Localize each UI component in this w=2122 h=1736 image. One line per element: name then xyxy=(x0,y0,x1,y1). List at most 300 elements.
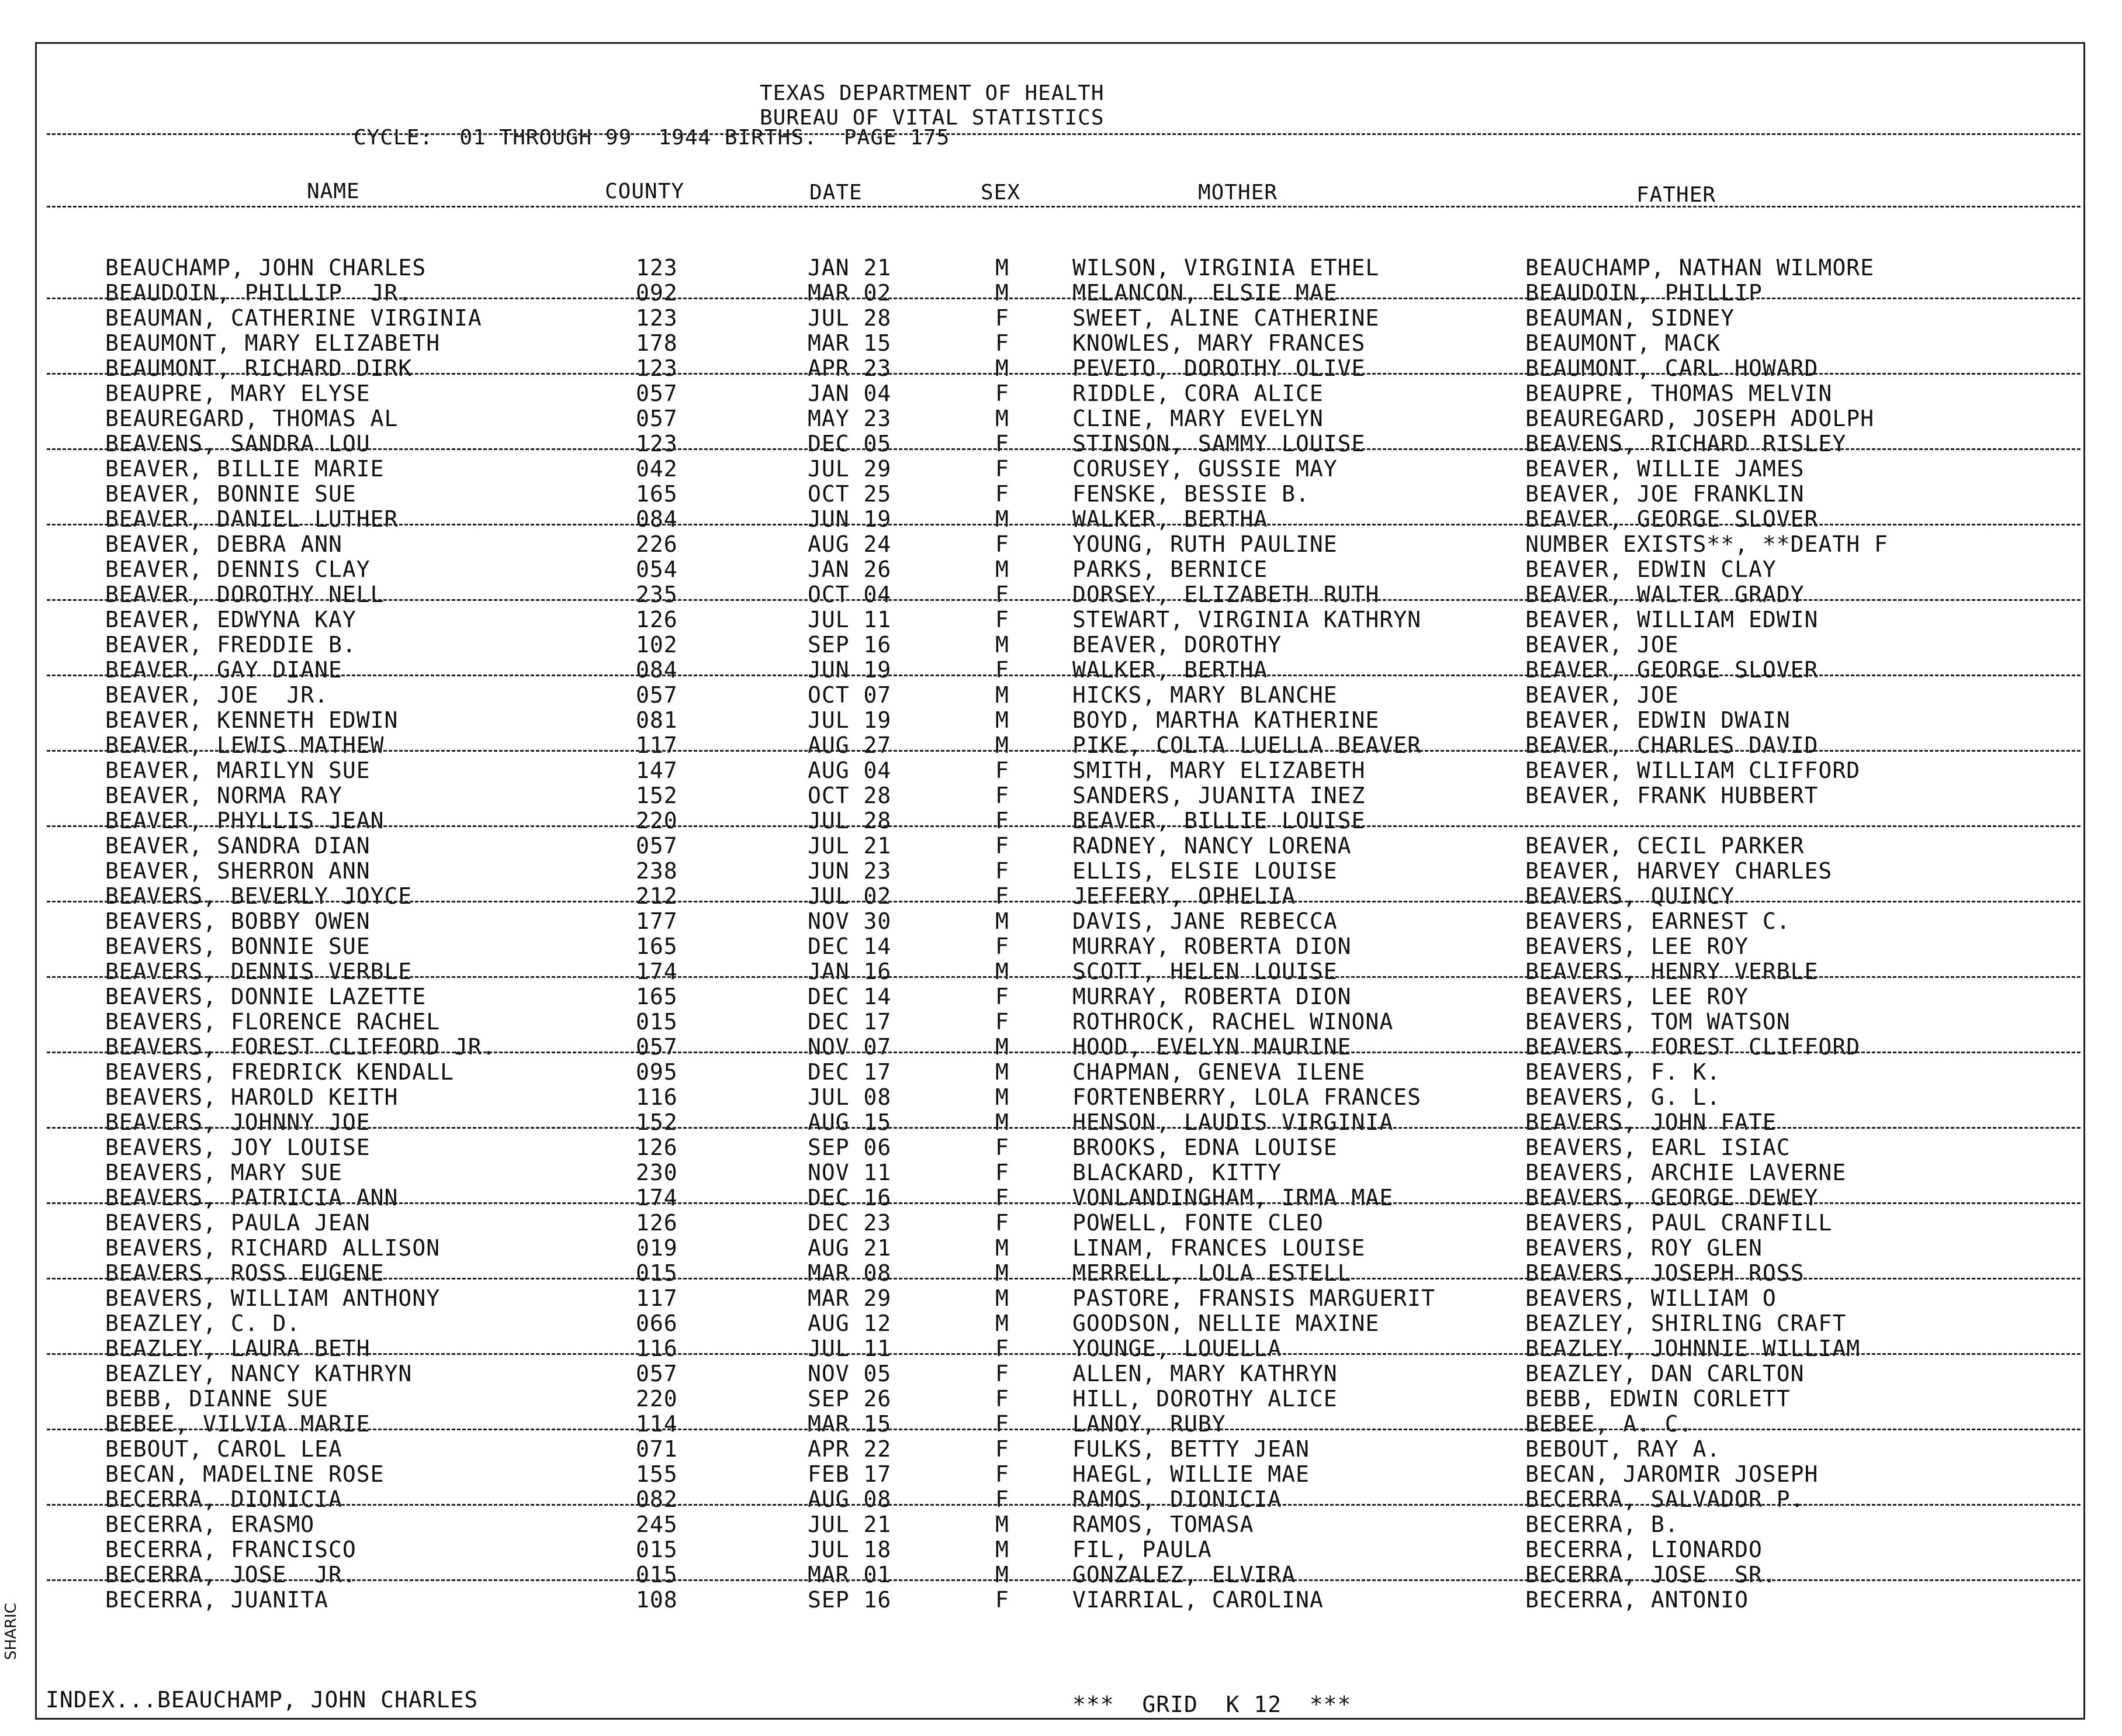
record-county: 015 xyxy=(636,1562,678,1588)
record-mother: CHAPMAN, GENEVA ILENE xyxy=(1072,1059,1366,1085)
record-date: MAR 15 xyxy=(808,1411,892,1437)
record-name: BEAVERS, FREDRICK KENDALL xyxy=(105,1059,454,1085)
record-father: BEAVER, EDWIN CLAY xyxy=(1525,556,1777,582)
record-name: BEAVER, BONNIE SUE xyxy=(105,481,356,507)
row-separator xyxy=(47,448,2081,450)
record-sex: M xyxy=(995,1235,1009,1261)
record-father: BEAZLEY, SHIRLING CRAFT xyxy=(1525,1310,1847,1336)
record-mother: RADNEY, NANCY LORENA xyxy=(1072,833,1352,859)
record-mother: WALKER, BERTHA xyxy=(1072,657,1268,683)
record-father: BEAVER, WILLIE JAMES xyxy=(1525,456,1805,482)
record-name: BEAVERS, BEVERLY JOYCE xyxy=(105,883,413,909)
record-mother: LINAM, FRANCES LOUISE xyxy=(1072,1235,1366,1261)
record-name: BEBOUT, CAROL LEA xyxy=(105,1436,342,1462)
record-mother: PASTORE, FRANSIS MARGUERIT xyxy=(1072,1285,1435,1311)
record-county: 054 xyxy=(636,556,678,582)
record-mother: WALKER, BERTHA xyxy=(1072,506,1268,532)
record-county: 178 xyxy=(636,330,678,356)
record-sex: M xyxy=(995,406,1009,431)
record-father: BECERRA, LIONARDO xyxy=(1525,1537,1763,1562)
column-header-mother: MOTHER xyxy=(1198,181,1278,205)
record-sex: F xyxy=(995,1160,1009,1185)
record-county: 177 xyxy=(636,908,678,934)
record-county: 102 xyxy=(636,632,678,658)
record-county: 165 xyxy=(636,933,678,959)
record-father: BEBB, EDWIN CORLETT xyxy=(1525,1386,1791,1412)
record-date: OCT 04 xyxy=(808,582,892,607)
record-date: APR 23 xyxy=(808,355,892,381)
record-county: 117 xyxy=(636,732,678,758)
record-date: DEC 05 xyxy=(808,431,892,457)
record-father: BEBEE, A. C. xyxy=(1525,1411,1693,1437)
record-sex: M xyxy=(995,1059,1009,1085)
record-county: 123 xyxy=(636,355,678,381)
record-sex: M xyxy=(995,1310,1009,1336)
record-father: BEAVERS, JOSEPH ROSS xyxy=(1525,1260,1805,1286)
record-name: BEAVERS, WILLIAM ANTHONY xyxy=(105,1285,441,1311)
record-sex: F xyxy=(995,456,1009,482)
record-sex: M xyxy=(995,556,1009,582)
record-sex: F xyxy=(995,984,1009,1009)
record-name: BEBB, DIANNE SUE xyxy=(105,1386,329,1412)
record-mother: ELLIS, ELSIE LOUISE xyxy=(1072,858,1338,884)
record-name: BEAVER, SANDRA DIAN xyxy=(105,833,371,859)
column-header-rule xyxy=(47,206,2081,208)
record-county: 245 xyxy=(636,1512,678,1537)
record-date: OCT 25 xyxy=(808,481,892,507)
record-date: JAN 26 xyxy=(808,556,892,582)
record-mother: MELANCON, ELSIE MAE xyxy=(1072,280,1338,306)
record-mother: POWELL, FONTE CLEO xyxy=(1072,1210,1324,1236)
record-name: BEAVERS, RICHARD ALLISON xyxy=(105,1235,441,1261)
record-sex: F xyxy=(995,858,1009,884)
record-sex: M xyxy=(995,1260,1009,1286)
record-date: JAN 04 xyxy=(808,381,892,406)
row-separator xyxy=(47,976,2081,978)
record-county: 235 xyxy=(636,582,678,607)
record-sex: F xyxy=(995,1411,1009,1437)
record-sex: M xyxy=(995,1512,1009,1537)
record-sex: F xyxy=(995,431,1009,457)
record-sex: M xyxy=(995,908,1009,934)
record-mother: VONLANDINGHAM, IRMA MAE xyxy=(1072,1185,1394,1211)
row-separator xyxy=(47,901,2081,902)
record-county: 057 xyxy=(636,833,678,859)
record-sex: F xyxy=(995,305,1009,331)
record-county: 015 xyxy=(636,1537,678,1562)
record-name: BEAVERS, FOREST CLIFFORD JR. xyxy=(105,1034,496,1060)
title-department: TEXAS DEPARTMENT OF HEALTH xyxy=(760,81,1105,105)
record-name: BEAVERS, MARY SUE xyxy=(105,1160,342,1185)
record-date: MAY 23 xyxy=(808,406,892,431)
record-county: 084 xyxy=(636,506,678,532)
record-father: BECAN, JAROMIR JOSEPH xyxy=(1525,1461,1819,1487)
record-sex: M xyxy=(995,280,1009,306)
record-name: BEAVERS, FLORENCE RACHEL xyxy=(105,1009,441,1035)
record-father: BEAVERS, LEE ROY xyxy=(1525,933,1749,959)
record-county: 057 xyxy=(636,381,678,406)
record-county: 015 xyxy=(636,1260,678,1286)
record-date: DEC 23 xyxy=(808,1210,892,1236)
record-mother: CORUSEY, GUSSIE MAY xyxy=(1072,456,1338,482)
record-father: BEAVER, EDWIN DWAIN xyxy=(1525,707,1791,733)
record-date: AUG 24 xyxy=(808,531,892,557)
side-mark: SHARIC xyxy=(2,1603,20,1660)
record-date: NOV 05 xyxy=(808,1361,892,1386)
record-mother: HILL, DOROTHY ALICE xyxy=(1072,1386,1338,1412)
record-county: 152 xyxy=(636,1109,678,1135)
record-county: 226 xyxy=(636,531,678,557)
record-mother: ROTHROCK, RACHEL WINONA xyxy=(1072,1009,1394,1035)
record-sex: M xyxy=(995,1084,1009,1110)
title-bureau: BUREAU OF VITAL STATISTICS xyxy=(760,106,1105,130)
record-father: BEAUMONT, MACK xyxy=(1525,330,1721,356)
record-date: DEC 16 xyxy=(808,1185,892,1211)
record-name: BEAVERS, PAULA JEAN xyxy=(105,1210,371,1236)
record-county: 108 xyxy=(636,1587,678,1613)
record-date: JUL 18 xyxy=(808,1537,892,1562)
record-father: BEAVERS, LEE ROY xyxy=(1525,984,1749,1009)
record-mother: PARKS, BERNICE xyxy=(1072,556,1268,582)
record-father: BEAVERS, F. K. xyxy=(1525,1059,1721,1085)
record-name: BEAVER, JOE JR. xyxy=(105,682,329,708)
record-sex: M xyxy=(995,632,1009,658)
record-county: 152 xyxy=(636,783,678,808)
record-father: BEAZLEY, DAN CARLTON xyxy=(1525,1361,1805,1386)
record-father: BEAVER, FRANK HUBBERT xyxy=(1525,783,1819,808)
row-separator xyxy=(47,1579,2081,1581)
record-father: BEAVER, WILLIAM EDWIN xyxy=(1525,607,1819,632)
record-mother: YOUNGE, LOUELLA xyxy=(1072,1336,1282,1361)
record-name: BEAVERS, HAROLD KEITH xyxy=(105,1084,399,1110)
record-father: BEAVERS, JOHN FATE xyxy=(1525,1109,1777,1135)
record-father: BEAVER, CHARLES DAVID xyxy=(1525,732,1819,758)
record-county: 220 xyxy=(636,808,678,834)
record-name: BEAVER, FREDDIE B. xyxy=(105,632,356,658)
record-date: JUL 21 xyxy=(808,1512,892,1537)
row-separator xyxy=(47,1504,2081,1506)
record-mother: SWEET, ALINE CATHERINE xyxy=(1072,305,1380,331)
record-mother: STINSON, SAMMY LOUISE xyxy=(1072,431,1366,457)
row-separator xyxy=(47,1127,2081,1129)
record-county: 126 xyxy=(636,607,678,632)
record-county: 123 xyxy=(636,431,678,457)
record-father: BEAVERS, G. L. xyxy=(1525,1084,1721,1110)
record-mother: HAEGL, WILLIE MAE xyxy=(1072,1461,1310,1487)
record-county: 042 xyxy=(636,456,678,482)
record-name: BECERRA, JOSE JR. xyxy=(105,1562,356,1588)
record-name: BEAVER, LEWIS MATHEW xyxy=(105,732,385,758)
row-separator xyxy=(47,373,2081,375)
record-mother: FENSKE, BESSIE B. xyxy=(1072,481,1310,507)
record-sex: F xyxy=(995,833,1009,859)
record-father: BEAVER, HARVEY CHARLES xyxy=(1525,858,1833,884)
row-separator xyxy=(47,675,2081,676)
record-sex: M xyxy=(995,355,1009,381)
record-name: BECERRA, ERASMO xyxy=(105,1512,315,1537)
record-date: OCT 07 xyxy=(808,682,892,708)
record-county: 057 xyxy=(636,1361,678,1386)
record-sex: F xyxy=(995,758,1009,783)
record-date: MAR 15 xyxy=(808,330,892,356)
record-mother: JEFFERY, OPHELIA xyxy=(1072,883,1296,909)
record-date: FEB 17 xyxy=(808,1461,892,1487)
record-mother: HENSON, LAUDIS VIRGINIA xyxy=(1072,1109,1394,1135)
row-separator xyxy=(47,1202,2081,1204)
record-name: BEAUPRE, MARY ELYSE xyxy=(105,381,371,406)
record-mother: PIKE, COLTA LUELLA BEAVER xyxy=(1072,732,1421,758)
record-date: DEC 14 xyxy=(808,933,892,959)
record-mother: STEWART, VIRGINIA KATHRYN xyxy=(1072,607,1421,632)
row-separator xyxy=(47,1429,2081,1430)
record-date: AUG 08 xyxy=(808,1486,892,1512)
record-father: BEAVER, JOE xyxy=(1525,682,1679,708)
record-county: 082 xyxy=(636,1486,678,1512)
record-mother: BEAVER, DOROTHY xyxy=(1072,632,1282,658)
record-father: BEAVER, JOE xyxy=(1525,632,1679,658)
record-mother: BEAVER, BILLIE LOUISE xyxy=(1072,808,1366,834)
record-name: BEAVER, MARILYN SUE xyxy=(105,758,371,783)
row-separator xyxy=(47,1353,2081,1355)
record-county: 123 xyxy=(636,305,678,331)
record-name: BEAZLEY, NANCY KATHRYN xyxy=(105,1361,413,1386)
record-father: BEAZLEY, JOHNNIE WILLIAM xyxy=(1525,1336,1861,1361)
record-county: 057 xyxy=(636,1034,678,1060)
record-father: BEAVER, JOE FRANKLIN xyxy=(1525,481,1805,507)
record-sex: F xyxy=(995,783,1009,808)
record-name: BEAVER, SHERRON ANN xyxy=(105,858,371,884)
record-mother: DAVIS, JANE REBECCA xyxy=(1072,908,1338,934)
column-header-father: FATHER xyxy=(1636,183,1716,207)
record-father: BEAVER, GEORGE SLOVER xyxy=(1525,506,1819,532)
record-father: BEAUMAN, SIDNEY xyxy=(1525,305,1735,331)
record-mother: KNOWLES, MARY FRANCES xyxy=(1072,330,1366,356)
record-name: BEAVER, PHYLLIS JEAN xyxy=(105,808,385,834)
record-sex: M xyxy=(995,1034,1009,1060)
record-county: 116 xyxy=(636,1336,678,1361)
record-mother: MURRAY, ROBERTA DION xyxy=(1072,984,1352,1009)
record-father: BEAUPRE, THOMAS MELVIN xyxy=(1525,381,1833,406)
record-date: JUL 08 xyxy=(808,1084,892,1110)
record-name: BECERRA, JUANITA xyxy=(105,1587,329,1613)
record-date: JAN 21 xyxy=(808,255,892,281)
record-sex: F xyxy=(995,1361,1009,1386)
record-sex: M xyxy=(995,255,1009,281)
record-name: BEAUCHAMP, JOHN CHARLES xyxy=(105,255,427,281)
record-mother: LANOY, RUBY xyxy=(1072,1411,1226,1437)
record-name: BEAVERS, BONNIE SUE xyxy=(105,933,371,959)
record-county: 147 xyxy=(636,758,678,783)
record-mother: SCOTT, HELEN LOUISE xyxy=(1072,959,1338,984)
record-name: BEBEE, VILVIA MARIE xyxy=(105,1411,371,1437)
record-mother: VIARRIAL, CAROLINA xyxy=(1072,1587,1324,1613)
record-name: BEAZLEY, C. D. xyxy=(105,1310,301,1336)
record-mother: SANDERS, JUANITA INEZ xyxy=(1072,783,1366,808)
record-county: 174 xyxy=(636,959,678,984)
record-sex: F xyxy=(995,1185,1009,1211)
record-father: BECERRA, ANTONIO xyxy=(1525,1587,1749,1613)
record-mother: FULKS, BETTY JEAN xyxy=(1072,1436,1310,1462)
record-name: BEAVERS, ROSS EUGENE xyxy=(105,1260,385,1286)
record-county: 230 xyxy=(636,1160,678,1185)
record-mother: FIL, PAULA xyxy=(1072,1537,1212,1562)
record-father: BEAVERS, EARL ISIAC xyxy=(1525,1135,1791,1160)
record-county: 220 xyxy=(636,1386,678,1412)
record-county: 238 xyxy=(636,858,678,884)
record-sex: M xyxy=(995,707,1009,733)
record-name: BEAVERS, DONNIE LAZETTE xyxy=(105,984,427,1009)
record-county: 116 xyxy=(636,1084,678,1110)
record-date: DEC 14 xyxy=(808,984,892,1009)
record-date: JUL 11 xyxy=(808,607,892,632)
record-sex: F xyxy=(995,808,1009,834)
row-separator xyxy=(47,524,2081,525)
record-sex: F xyxy=(995,1336,1009,1361)
record-father: BEAVERS, ARCHIE LAVERNE xyxy=(1525,1160,1847,1185)
record-sex: M xyxy=(995,732,1009,758)
record-father: BECERRA, B. xyxy=(1525,1512,1679,1537)
column-header-date: DATE xyxy=(809,181,863,205)
record-father: BEAVERS, TOM WATSON xyxy=(1525,1009,1791,1035)
record-date: JUL 02 xyxy=(808,883,892,909)
record-father: BEAVER, GEORGE SLOVER xyxy=(1525,657,1819,683)
record-date: DEC 17 xyxy=(808,1059,892,1085)
record-name: BEAVERS, PATRICIA ANN xyxy=(105,1185,399,1211)
record-mother: ALLEN, MARY KATHRYN xyxy=(1072,1361,1338,1386)
record-mother: FORTENBERRY, LOLA FRANCES xyxy=(1072,1084,1421,1110)
record-date: AUG 21 xyxy=(808,1235,892,1261)
record-sex: M xyxy=(995,506,1009,532)
record-county: 084 xyxy=(636,657,678,683)
record-county: 095 xyxy=(636,1059,678,1085)
record-date: SEP 06 xyxy=(808,1135,892,1160)
record-father: BEAVERS, WILLIAM O xyxy=(1525,1285,1777,1311)
record-sex: F xyxy=(995,1009,1009,1035)
record-mother: MURRAY, ROBERTA DION xyxy=(1072,933,1352,959)
record-father: BEAVERS, ROY GLEN xyxy=(1525,1235,1763,1261)
record-mother: GONZALEZ, ELVIRA xyxy=(1072,1562,1296,1588)
record-sex: F xyxy=(995,381,1009,406)
record-father: BEAUCHAMP, NATHAN WILMORE xyxy=(1525,255,1874,281)
record-name: BEAVER, BILLIE MARIE xyxy=(105,456,385,482)
record-date: MAR 29 xyxy=(808,1285,892,1311)
record-date: APR 22 xyxy=(808,1436,892,1462)
record-date: NOV 11 xyxy=(808,1160,892,1185)
record-name: BEAUMONT, RICHARD DIRK xyxy=(105,355,413,381)
record-sex: M xyxy=(995,1109,1009,1135)
record-father: BEAVERS, FOREST CLIFFORD xyxy=(1525,1034,1861,1060)
record-date: SEP 16 xyxy=(808,1587,892,1613)
row-separator xyxy=(47,750,2081,752)
record-sex: F xyxy=(995,883,1009,909)
record-date: AUG 12 xyxy=(808,1310,892,1336)
record-sex: F xyxy=(995,531,1009,557)
row-separator xyxy=(47,1052,2081,1053)
record-county: 165 xyxy=(636,984,678,1009)
record-father: BECERRA, JOSE SR. xyxy=(1525,1562,1777,1588)
record-name: BEAVERS, BOBBY OWEN xyxy=(105,908,371,934)
record-date: JUL 11 xyxy=(808,1336,892,1361)
record-county: 126 xyxy=(636,1210,678,1236)
record-county: 123 xyxy=(636,255,678,281)
record-mother: DORSEY, ELIZABETH RUTH xyxy=(1072,582,1380,607)
record-county: 155 xyxy=(636,1461,678,1487)
index-line: INDEX...BEAUCHAMP, JOHN CHARLES xyxy=(46,1687,479,1713)
record-county: 057 xyxy=(636,682,678,708)
record-father: BEAVER, WILLIAM CLIFFORD xyxy=(1525,758,1861,783)
record-mother: PEVETO, DOROTHY OLIVE xyxy=(1072,355,1366,381)
record-date: AUG 27 xyxy=(808,732,892,758)
record-county: 081 xyxy=(636,707,678,733)
record-mother: SMITH, MARY ELIZABETH xyxy=(1072,758,1366,783)
record-name: BEAVERS, DENNIS VERBLE xyxy=(105,959,413,984)
record-date: MAR 02 xyxy=(808,280,892,306)
record-father: BEAUDOIN, PHILLIP xyxy=(1525,280,1763,306)
record-sex: M xyxy=(995,959,1009,984)
record-father: BEAVERS, PAUL CRANFILL xyxy=(1525,1210,1833,1236)
record-name: BEAVER, DANIEL LUTHER xyxy=(105,506,399,532)
record-mother: RAMOS, TOMASA xyxy=(1072,1512,1254,1537)
record-sex: F xyxy=(995,1386,1009,1412)
column-header-sex: SEX xyxy=(981,181,1021,205)
record-name: BEAVERS, JOY LOUISE xyxy=(105,1135,371,1160)
record-name: BEAVER, NORMA RAY xyxy=(105,783,342,808)
record-county: 057 xyxy=(636,406,678,431)
record-name: BEAVER, KENNETH EDWIN xyxy=(105,707,399,733)
column-header-name: NAME xyxy=(307,179,360,203)
record-sex: F xyxy=(995,607,1009,632)
row-separator xyxy=(47,599,2081,601)
record-mother: WILSON, VIRGINIA ETHEL xyxy=(1072,255,1380,281)
record-date: DEC 17 xyxy=(808,1009,892,1035)
record-date: MAR 08 xyxy=(808,1260,892,1286)
record-date: JUL 28 xyxy=(808,808,892,834)
record-sex: F xyxy=(995,657,1009,683)
record-county: 165 xyxy=(636,481,678,507)
record-date: AUG 15 xyxy=(808,1109,892,1135)
record-county: 071 xyxy=(636,1436,678,1462)
record-name: BEAVER, DEBRA ANN xyxy=(105,531,342,557)
record-name: BEAVER, DOROTHY NELL xyxy=(105,582,385,607)
cycle-line: CYCLE: 01 THROUGH 99 1944 BIRTHS. PAGE 175 xyxy=(354,126,950,150)
record-county: 015 xyxy=(636,1009,678,1035)
record-date: NOV 07 xyxy=(808,1034,892,1060)
record-sex: M xyxy=(995,1537,1009,1562)
record-county: 066 xyxy=(636,1310,678,1336)
record-mother: BROOKS, EDNA LOUISE xyxy=(1072,1135,1338,1160)
record-date: JUL 21 xyxy=(808,833,892,859)
record-mother: RAMOS, DIONICIA xyxy=(1072,1486,1282,1512)
record-father: BEAVERS, GEORGE DEWEY xyxy=(1525,1185,1819,1211)
record-county: 174 xyxy=(636,1185,678,1211)
record-father: BEAUMONT, CARL HOWARD xyxy=(1525,355,1819,381)
record-sex: F xyxy=(995,1436,1009,1462)
record-sex: M xyxy=(995,1285,1009,1311)
record-county: 212 xyxy=(636,883,678,909)
record-sex: F xyxy=(995,1135,1009,1160)
header-rule xyxy=(47,133,2081,135)
record-mother: HICKS, MARY BLANCHE xyxy=(1072,682,1338,708)
record-father: BEAVERS, EARNEST C. xyxy=(1525,908,1791,934)
record-father: BEAVERS, QUINCY xyxy=(1525,883,1735,909)
record-mother: MERRELL, LOLA ESTELL xyxy=(1072,1260,1352,1286)
record-name: BEAVER, GAY DIANE xyxy=(105,657,342,683)
record-name: BECERRA, FRANCISCO xyxy=(105,1537,356,1562)
record-sex: F xyxy=(995,481,1009,507)
record-name: BEAUDOIN, PHILLIP JR. xyxy=(105,280,413,306)
record-sex: M xyxy=(995,682,1009,708)
record-father: BEAVENS, RICHARD RISLEY xyxy=(1525,431,1847,457)
